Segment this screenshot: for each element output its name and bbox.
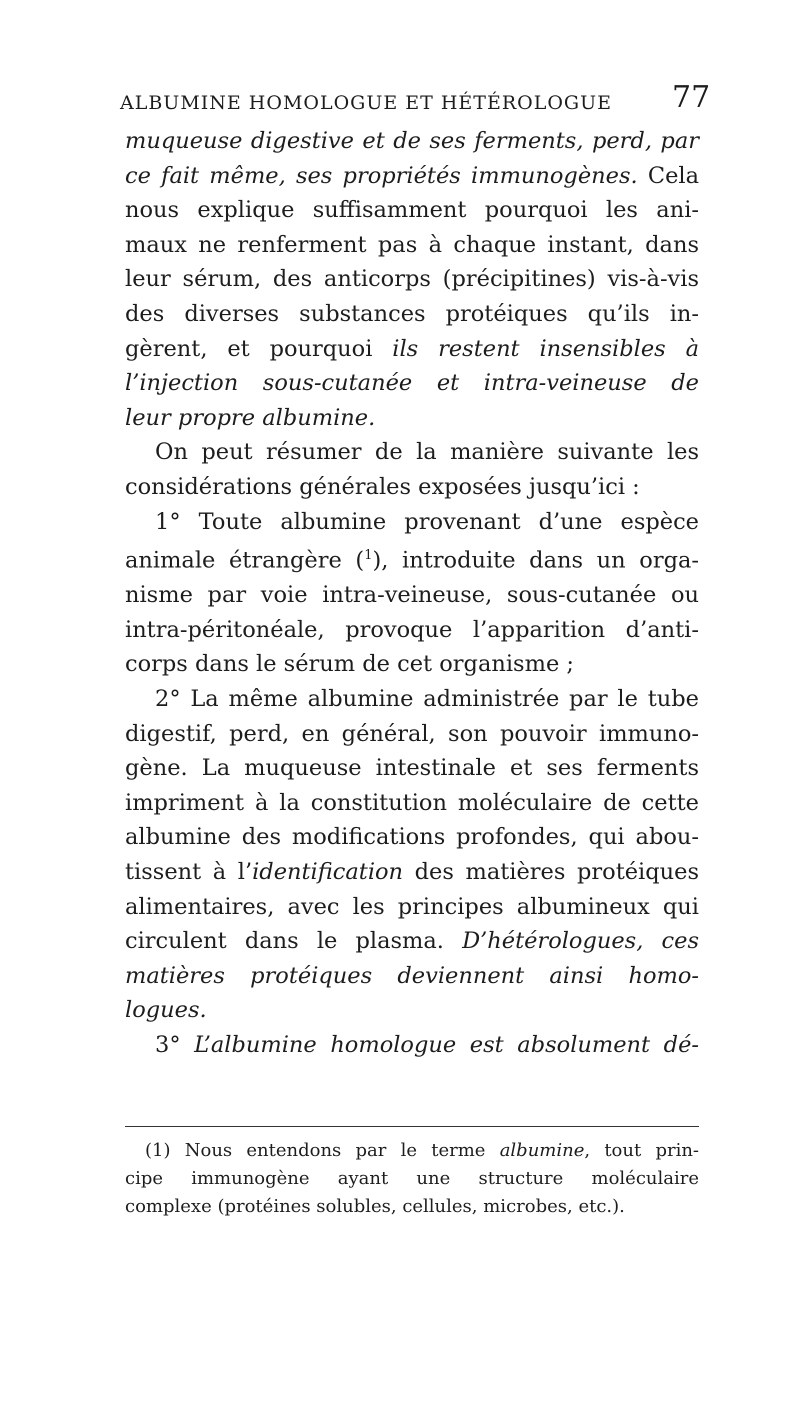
text-line: matières protéiques deviennent ainsi homo- [125, 962, 699, 989]
footnote-line: complexe (protéines solubles, cellules, microbes, etc.). [125, 1196, 625, 1217]
text-line: des diverses substances protéiques qu’ils in- [125, 300, 699, 327]
footnote-ref: 1 [364, 548, 373, 564]
body-text [125, 124, 699, 1063]
list-item-3: 3° L’albumine homologue est absolument dé- [155, 1031, 699, 1058]
text-line: leur propre albumine. [125, 404, 376, 431]
text-line: impriment à la constitution moléculaire de cette [125, 789, 699, 816]
text-line: considérations générales exposées jusqu’ici : [125, 473, 640, 500]
text-line: corps dans le sérum de cet organisme ; [125, 651, 574, 678]
text-line: ce fait même, ses propriétés immunogènes. Cela [125, 162, 699, 189]
text-line: tissent à l’identification des matières protéiques [125, 858, 700, 885]
text-line: circulent dans le plasma. D’hétérologues, ces [125, 928, 699, 955]
text-line: maux ne renferment pas à chaque instant, dans [125, 231, 699, 258]
text-line: nisme par voie intra-veineuse, sous-cutanée ou [125, 582, 699, 609]
list-item-2: 2° La même albumine administrée par le tube [155, 686, 699, 712]
paragraph-start: On peut résumer de la manière suivante les [155, 439, 699, 466]
footnote-line: (1) Nous entendons par le terme albumine, tout prin- [145, 1140, 700, 1161]
footnote-line: cipe immunogène ayant une structure moléculaire [125, 1168, 699, 1189]
text-line: logues. [125, 997, 207, 1024]
text-line: animale étrangère ($^1$), introduite dans un orga- [125, 547, 699, 574]
text-line: l’injection sous-cutanée et intra-veineuse de [125, 370, 699, 397]
page-number: 77 [672, 80, 711, 115]
text-line: nous explique suffisamment pourquoi les ani- [125, 197, 699, 224]
text-line: leur sérum, des anticorps (précipitines) vis-à-vis [125, 266, 699, 293]
text-line: alimentaires, avec les principes albumineux qui [125, 893, 699, 920]
text-line: albumine des modifications profondes, qui abou- [125, 824, 699, 851]
running-head: ALBUMINE HOMOLOGUE ET HÉTÉROLOGUE [120, 92, 612, 114]
text-line: gène. La muqueuse intestinale et ses ferments [125, 755, 699, 782]
text-line: digestif, perd, en général, son pouvoir immuno- [125, 720, 699, 747]
footnote-divider [125, 1126, 699, 1127]
text-line: intra-péritonéale, provoque l’apparition d’anti- [125, 616, 699, 643]
footnote-marker: (1) [145, 1140, 171, 1161]
footnote [125, 1137, 699, 1221]
list-item-1: 1° Toute albumine provenant d’une espèce [155, 508, 699, 535]
text-line: gèrent, et pourquoi ils restent insensibles à [125, 335, 699, 362]
text-line: muqueuse digestive et de ses ferments, perd, par [125, 128, 699, 154]
